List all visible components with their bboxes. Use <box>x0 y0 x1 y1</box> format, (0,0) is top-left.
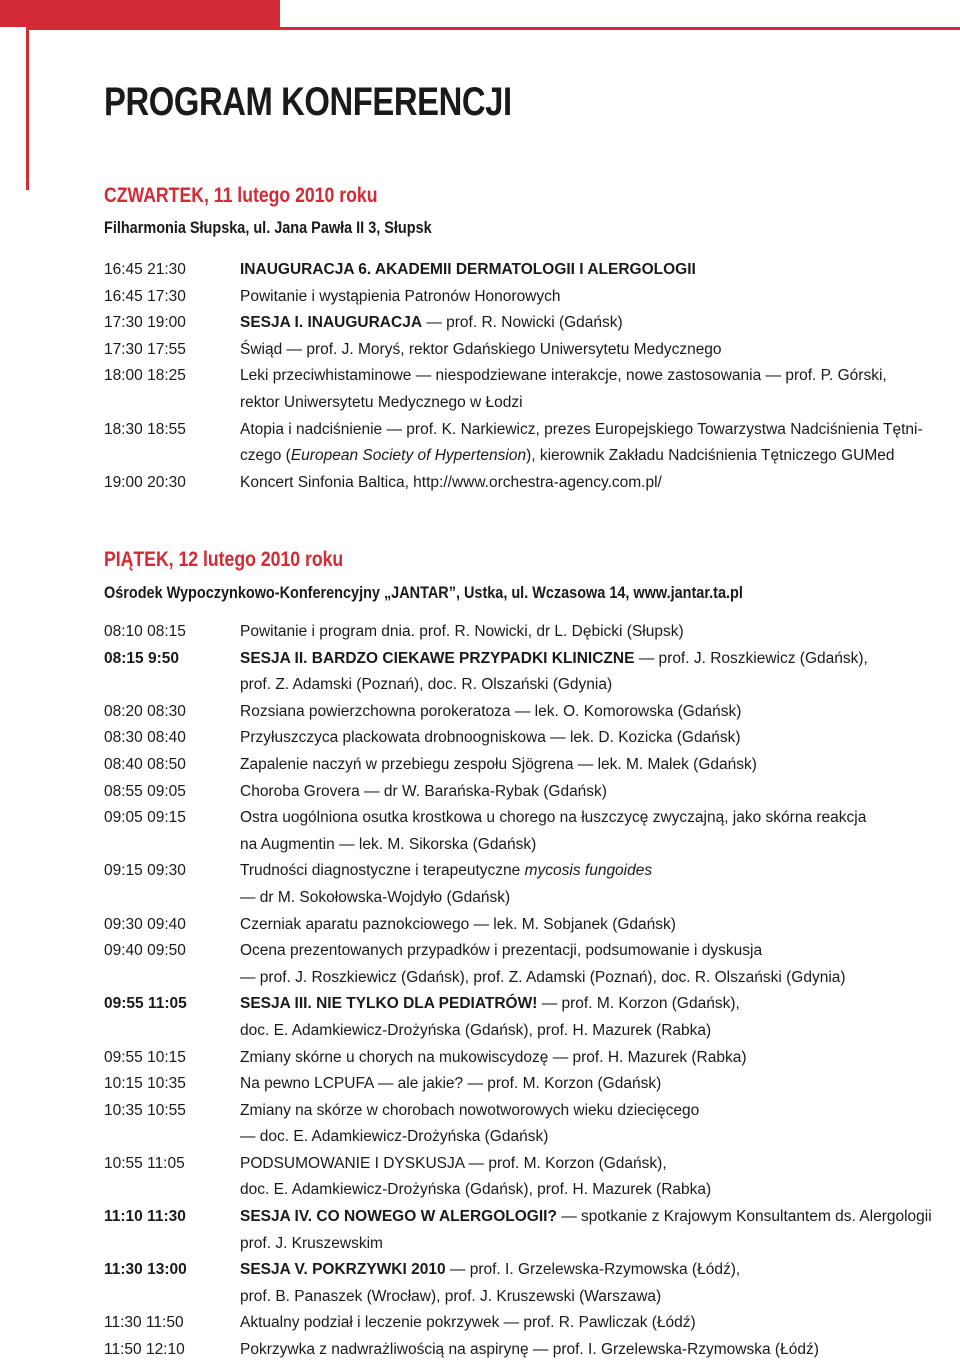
time-range: 08:20 08:30 <box>104 702 186 720</box>
row-description <box>240 1204 954 1257</box>
talk-text: Leki przeciwhistaminowe — niespodziewane interakcje, nowe zastosowania — prof. P. Górski, <box>240 367 887 385</box>
time-range: 08:55 09:05 <box>104 782 186 800</box>
italic-fragment: European Society of Hypertension <box>290 447 527 465</box>
time-range: 11:30 11:50 <box>104 1314 184 1332</box>
row-description <box>240 858 954 911</box>
talk-text-continued: rektor Uniwersytetu Medycznego w Łodzi <box>240 393 523 411</box>
italic-term: mycosis fungoides <box>524 862 653 880</box>
row-description <box>240 805 954 858</box>
venue-friday: Ośrodek Wypoczynkowo-Konferencyjny „JANTAR”, Ustka, ul. Wczasowa 14, www.jantar.ta.pl <box>104 583 743 602</box>
talk-text: Ocena prezentowanych przypadków i prezentacji, podsumowanie i dyskusja <box>240 942 763 960</box>
session-title: SESJA I. INAUGURACJA <box>240 314 423 332</box>
schedule-row <box>104 805 954 858</box>
row-description <box>240 1337 954 1364</box>
schedule-row <box>104 257 954 284</box>
schedule-row <box>104 310 954 337</box>
row-description <box>240 257 954 284</box>
talk-text: Trudności diagnostyczne i terapeutyczne <box>240 862 525 880</box>
time-range: 18:00 18:25 <box>104 367 186 385</box>
time-range: 10:55 11:05 <box>104 1154 185 1172</box>
schedule-row <box>104 912 954 939</box>
time-range: 11:30 13:00 <box>104 1261 187 1279</box>
talk-text: Zmiany na skórze w chorobach nowotworowych wieku dziecięcego <box>240 1101 700 1119</box>
talk-text: Zapalenie naczyń w przebiegu zespołu Sjögrena — lek. M. Malek (Gdańsk) <box>240 755 757 773</box>
talk-text: Aktualny podział i leczenie pokrzywek — prof. R. Pawliczak (Łódź) <box>240 1314 696 1332</box>
talk-text: Przyłuszczyca plackowata drobnoogniskowa — lek. D. Kozicka (Gdańsk) <box>240 729 741 747</box>
time-range: 11:50 12:10 <box>104 1341 185 1359</box>
row-description <box>240 417 954 470</box>
page-title: PROGRAM KONFERENCJI <box>104 80 512 124</box>
talk-text: — prof. R. Nowicki (Gdańsk) <box>422 314 623 332</box>
talk-text-continued: — prof. J. Roszkiewicz (Gdańsk), prof. Z. Adamski (Poznań), doc. R. Olszański (Gdynia) <box>240 968 846 986</box>
row-description <box>240 470 954 497</box>
talk-text: Choroba Grovera — dr W. Barańska-Rybak (Gdańsk) <box>240 782 607 800</box>
talk-text: Koncert Sinfonia Baltica, http://www.orchestra-agency.com.pl/ <box>240 473 662 491</box>
time-range: 09:05 09:15 <box>104 809 186 827</box>
talk-text: — prof. M. Korzon (Gdańsk), <box>537 995 740 1013</box>
session-title: SESJA V. POKRZYWKI 2010 <box>240 1261 446 1279</box>
session-title: SESJA II. BARDZO CIEKAWE PRZYPADKI KLINICZNE <box>240 649 635 667</box>
talk-text-continued <box>240 443 954 470</box>
row-description <box>240 1071 954 1098</box>
talk-text-continued: prof. B. Panaszek (Wrocław), prof. J. Kruszewski (Warszawa) <box>240 1287 662 1305</box>
schedule-row <box>104 938 954 991</box>
schedule-row <box>104 752 954 779</box>
talk-text: PODSUMOWANIE I DYSKUSJA — prof. M. Korzon (Gdańsk), <box>240 1154 667 1172</box>
day-heading-friday: PIĄTEK, 12 lutego 2010 roku <box>104 548 344 571</box>
schedule-row <box>104 417 954 470</box>
schedule-row <box>104 1071 954 1098</box>
schedule-thursday <box>104 257 954 496</box>
talk-text-continued: prof. Z. Adamski (Poznań), doc. R. Olszański (Gdynia) <box>240 676 613 694</box>
time-range: 18:30 18:55 <box>104 420 186 438</box>
time-range: 09:55 10:15 <box>104 1048 186 1066</box>
time-range: 09:55 11:05 <box>104 995 187 1013</box>
talk-text-continued: na Augmentin — lek. M. Sikorska (Gdańsk) <box>240 835 537 853</box>
schedule-row <box>104 858 954 911</box>
session-title: SESJA IV. CO NOWEGO W ALERGOLOGII? <box>240 1208 557 1226</box>
talk-text: Rozsiana powierzchowna porokeratoza — lek. O. Komorowska (Gdańsk) <box>240 702 742 720</box>
talk-text: Na pewno LCPUFA — ale jakie? — prof. M. Korzon (Gdańsk) <box>240 1075 662 1093</box>
row-description <box>240 938 954 991</box>
time-range: 17:30 19:00 <box>104 314 186 332</box>
time-range: 16:45 21:30 <box>104 261 186 278</box>
time-range: 09:30 09:40 <box>104 915 186 933</box>
schedule-row <box>104 1151 954 1204</box>
row-description <box>240 1045 954 1072</box>
text-fragment: czego ( <box>240 447 291 465</box>
talk-text-continued: — doc. E. Adamkiewicz-Drożyńska (Gdańsk) <box>240 1128 549 1146</box>
corner-accent-bar <box>0 0 280 27</box>
schedule-row <box>104 1098 954 1151</box>
schedule-row <box>104 470 954 497</box>
schedule-friday <box>104 619 954 1364</box>
row-description <box>240 1098 954 1151</box>
talk-text: Zmiany skórne u chorych na mukowiscydozę — prof. H. Mazurek (Rabka) <box>240 1048 747 1066</box>
row-description <box>240 646 954 699</box>
talk-text: — prof. I. Grzelewska-Rzymowska (Łódź), <box>445 1261 741 1279</box>
schedule-row <box>104 699 954 726</box>
row-description <box>240 363 954 416</box>
talk-text: Świąd — prof. J. Moryś, rektor Gdańskiego Uniwersytetu Medycznego <box>240 340 722 358</box>
text-fragment: ), kierownik Zakładu Nadciśnienia Tętniczego GUMed <box>526 447 895 465</box>
row-description <box>240 310 954 337</box>
time-range: 09:40 09:50 <box>104 942 186 960</box>
time-range: 08:15 9:50 <box>104 649 179 667</box>
venue-thursday: Filharmonia Słupska, ul. Jana Pawła II 3, Słupsk <box>104 218 432 237</box>
time-range: 09:15 09:30 <box>104 862 186 880</box>
row-description <box>240 912 954 939</box>
talk-text: Atopia i nadciśnienie — prof. K. Narkiewicz, prezes Europejskiego Towarzystwa Nadciśnienia Tętni- <box>240 420 923 438</box>
row-description <box>240 619 954 646</box>
time-range: 16:45 17:30 <box>104 287 186 305</box>
talk-text: — spotkanie z Krajowym Konsultantem ds. Alergologii <box>556 1208 932 1226</box>
talk-text: — prof. J. Roszkiewicz (Gdańsk), <box>634 649 868 667</box>
row-description <box>240 1151 954 1204</box>
talk-text: Powitanie i program dnia. prof. R. Nowicki, dr L. Dębicki (Słupsk) <box>240 623 684 640</box>
time-range: 08:40 08:50 <box>104 755 186 773</box>
row-description <box>240 991 954 1044</box>
row-description <box>240 284 954 311</box>
schedule-row <box>104 991 954 1044</box>
schedule-row <box>104 1337 954 1364</box>
talk-text-continued: — dr M. Sokołowska-Wojdyło (Gdańsk) <box>240 888 511 906</box>
schedule-row <box>104 1204 954 1257</box>
time-range: 10:35 10:55 <box>104 1101 186 1119</box>
time-range: 11:10 11:30 <box>104 1208 186 1226</box>
day-heading-thursday: CZWARTEK, 11 lutego 2010 roku <box>104 184 378 207</box>
talk-text: Ostra uogólniona osutka krostkowa u chorego na łuszczycę zwyczajną, jako skórna reakcja <box>240 809 867 827</box>
row-description <box>240 1257 954 1310</box>
schedule-row <box>104 363 954 416</box>
session-title: SESJA III. NIE TYLKO DLA PEDIATRÓW! <box>240 995 538 1013</box>
schedule-row <box>104 1045 954 1072</box>
session-title: INAUGURACJA 6. AKADEMII DERMATOLOGII I ALERGOLOGII <box>240 261 696 278</box>
schedule-row <box>104 337 954 364</box>
talk-text: Pokrzywka z nadwrażliwością na aspirynę — prof. I. Grzelewska-Rzymowska (Łódź) <box>240 1341 819 1359</box>
time-range: 08:10 08:15 <box>104 623 186 640</box>
talk-text-continued: prof. J. Kruszewskim <box>240 1234 383 1252</box>
time-range: 08:30 08:40 <box>104 729 186 747</box>
talk-text: Czerniak aparatu paznokciowego — lek. M. Sobjanek (Gdańsk) <box>240 915 676 933</box>
time-range: 10:15 10:35 <box>104 1075 186 1093</box>
schedule-row <box>104 1310 954 1337</box>
schedule-row <box>104 284 954 311</box>
schedule-row <box>104 1257 954 1310</box>
row-description <box>240 752 954 779</box>
schedule-row <box>104 646 954 699</box>
time-range: 19:00 20:30 <box>104 473 186 491</box>
row-description <box>240 1310 954 1337</box>
row-description <box>240 779 954 806</box>
schedule-row <box>104 619 954 646</box>
row-description <box>240 725 954 752</box>
talk-text: Powitanie i wystąpienia Patronów Honorowych <box>240 287 561 305</box>
row-description <box>240 699 954 726</box>
time-range: 17:30 17:55 <box>104 340 186 358</box>
row-description <box>240 337 954 364</box>
schedule-row <box>104 779 954 806</box>
talk-text-continued: doc. E. Adamkiewicz-Drożyńska (Gdańsk), prof. H. Mazurek (Rabka) <box>240 1021 712 1039</box>
schedule-row <box>104 725 954 752</box>
talk-text-continued: doc. E. Adamkiewicz-Drożyńska (Gdańsk), prof. H. Mazurek (Rabka) <box>240 1181 712 1199</box>
